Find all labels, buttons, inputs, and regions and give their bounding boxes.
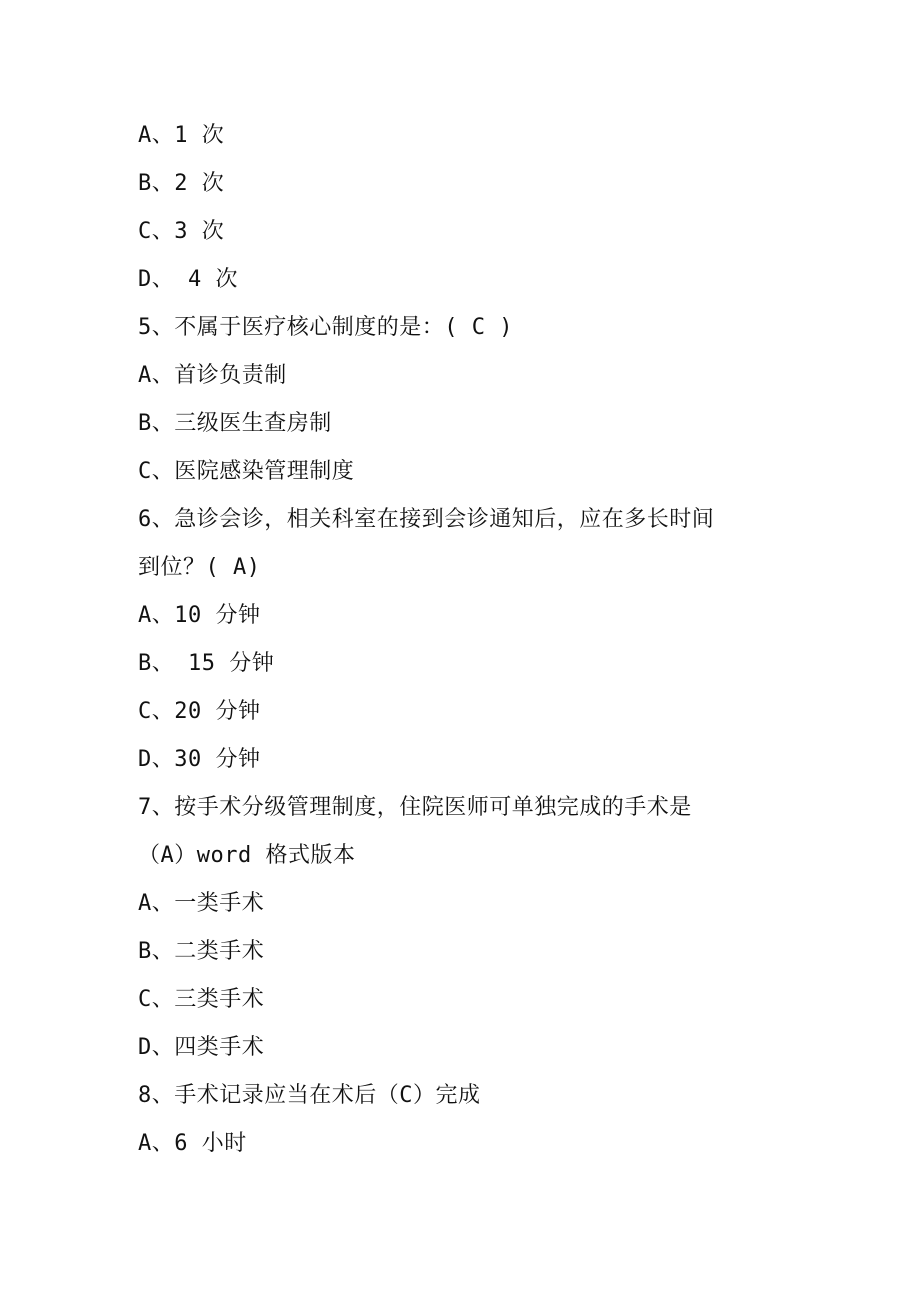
option-a-line: A、6 小时	[138, 1131, 247, 1156]
option-b-line: B、三级医生查房制	[138, 411, 332, 436]
option-a-line: A、首诊负责制	[138, 363, 287, 388]
question-7: 7、按手术分级管理制度，住院医师可单独完成的手术是	[138, 795, 692, 820]
question-7-continued: （A）word 格式版本	[138, 843, 356, 868]
option-a-line: A、一类手术	[138, 891, 265, 916]
question-6-continued: 到位？( A)	[138, 555, 261, 580]
option-c-line: C、三类手术	[138, 987, 265, 1012]
option-b-line: B、2 次	[138, 171, 225, 196]
option-d-line: D、 4 次	[138, 267, 238, 292]
option-d-line: D、30 分钟	[138, 747, 261, 772]
question-8: 8、手术记录应当在术后（C）完成	[138, 1083, 481, 1108]
option-c-line: C、3 次	[138, 219, 225, 244]
option-a-line: A、10 分钟	[138, 603, 261, 628]
option-c-line: C、医院感染管理制度	[138, 459, 355, 484]
option-b-line: B、 15 分钟	[138, 651, 275, 676]
option-a-line: A、1 次	[138, 123, 225, 148]
question-6: 6、急诊会诊，相关科室在接到会诊通知后，应在多长时间	[138, 507, 715, 532]
option-d-line: D、四类手术	[138, 1035, 265, 1060]
question-5: 5、不属于医疗核心制度的是：( C )	[138, 315, 513, 340]
option-c-line: C、20 分钟	[138, 699, 261, 724]
option-b-line: B、二类手术	[138, 939, 265, 964]
